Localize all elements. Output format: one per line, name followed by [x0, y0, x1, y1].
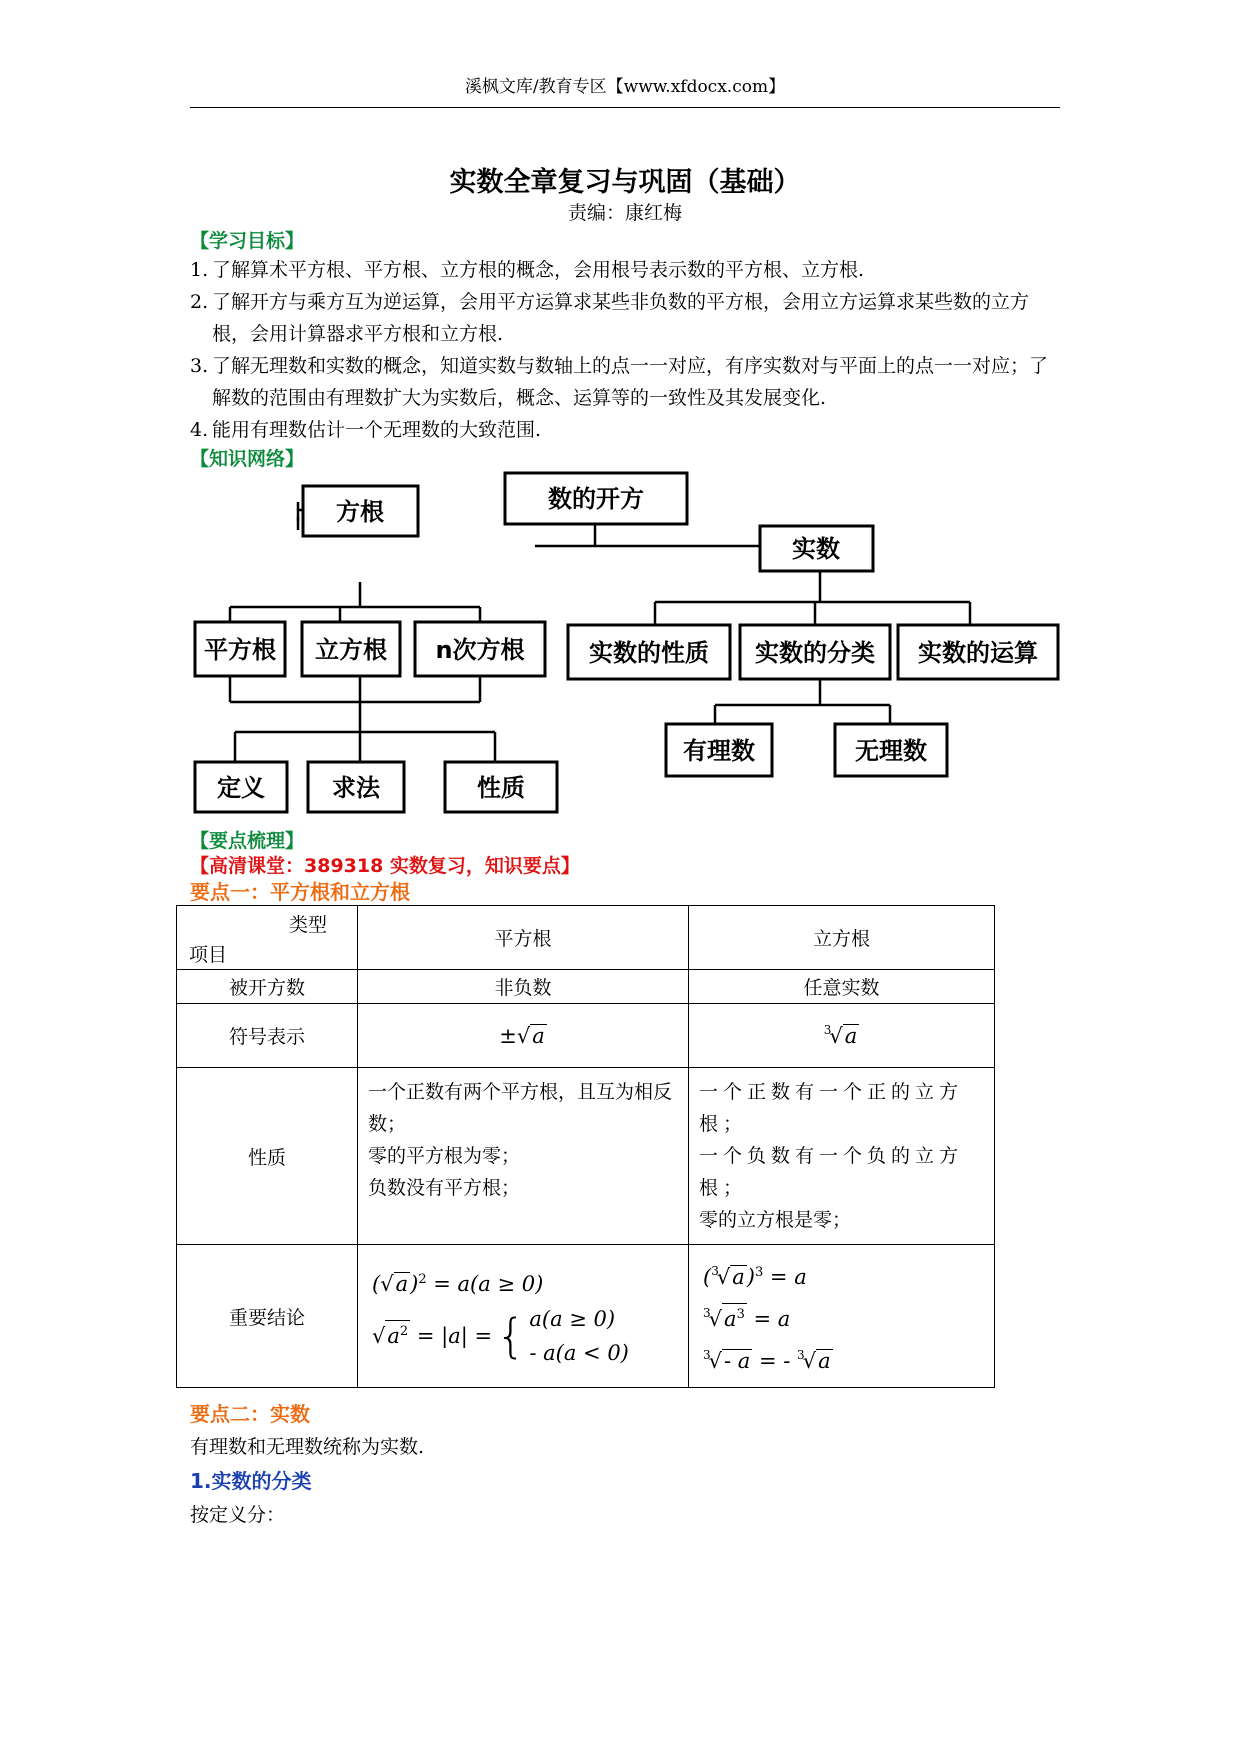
property-line: 负数没有平方根；	[368, 1177, 521, 1199]
cell-cube-conclusion	[689, 1245, 995, 1388]
row-label-symbol: 符号表示	[177, 1004, 358, 1068]
table-row	[177, 1004, 995, 1068]
col-header-cube: 立方根	[689, 906, 995, 970]
formula-line: $√a^2 = |a|$ = { a(a ≥ 0) - a(a < 0)	[372, 1307, 629, 1365]
corner-cell	[177, 906, 358, 970]
goal-text: 了解算术平方根、平方根、立方根的概念，会用根号表示数的平方根、立方根.	[212, 259, 865, 281]
corner-top-label: 类型	[289, 914, 328, 936]
row-label-conclusion: 重要结论	[177, 1245, 358, 1388]
cell-sq-radicand: 非负数	[358, 970, 689, 1004]
cell-cube-symbol: $^3$√a	[689, 1004, 995, 1068]
goal-number: 3.	[190, 355, 209, 377]
node-real-op: 实数的运算	[918, 639, 1038, 667]
cell-sq-conclusion	[358, 1245, 689, 1388]
network-heading: 【知识网络】	[190, 448, 305, 470]
goal-item	[190, 286, 1065, 350]
point1-heading: 要点一：平方根和立方根	[190, 880, 410, 904]
row-label-property: 性质	[177, 1068, 358, 1245]
property-line: 一个正数有两个平方根，且互为相反数；	[368, 1081, 673, 1135]
cell-cube-radicand: 任意实数	[689, 970, 995, 1004]
cell-sq-property	[358, 1068, 689, 1245]
point2-text: 有理数和无理数统称为实数.	[190, 1436, 425, 1458]
goal-number: 2.	[190, 291, 209, 313]
goal-text: 了解无理数和实数的概念，知道实数与数轴上的点一一对应，有序实数对与平面上的点一一对应；了解数的范围由有理数扩大为实数后，概念、运算等的一致性及其发展变化.	[212, 355, 1049, 409]
node-prop: 性质	[477, 774, 525, 802]
goal-text: 了解开方与乘方互为逆运算，会用平方运算求某些非负数的平方根，会用立方运算求某些数的立方根，会用计算器求平方根和立方根.	[212, 291, 1030, 345]
row-label-radicand: 被开方数	[177, 970, 358, 1004]
property-line: 一个正数有一个正的立方根；	[699, 1081, 964, 1135]
node-pingfanggen: 平方根	[204, 636, 276, 664]
node-lifanggen: 立方根	[315, 636, 387, 664]
classification-text: 按定义分：	[190, 1504, 286, 1526]
property-line: 零的立方根是零；	[699, 1209, 852, 1231]
col-header-sq: 平方根	[358, 906, 689, 970]
page-header: 溪枫文库/教育专区【www.xfdocx.com】	[190, 72, 1060, 108]
cell-cube-property	[689, 1068, 995, 1245]
corner-bottom-label: 项目	[189, 944, 228, 966]
property-line: 一个负数有一个负的立方根；	[699, 1145, 964, 1199]
goal-item	[190, 414, 1065, 446]
table-row	[177, 1068, 995, 1245]
node-real-class: 实数的分类	[755, 639, 875, 667]
editor-line: 责编：康红梅	[567, 202, 682, 224]
goal-item	[190, 350, 1065, 414]
formula-line: $^3√a^3 = a$	[703, 1295, 980, 1337]
root-comparison-table	[176, 905, 995, 1388]
node-shishu: 实数	[792, 535, 840, 563]
goal-text: 能用有理数估计一个无理数的大致范围.	[212, 419, 542, 441]
formula-line: $(√a)^2 = a(a \ge 0)$	[372, 1272, 544, 1296]
node-def: 定义	[217, 774, 265, 802]
table-row	[177, 1245, 995, 1388]
formula-line: $^3$√- a = - $^3$√a	[703, 1348, 831, 1373]
document-title: 实数全章复习与巩固（基础）	[449, 167, 801, 198]
node-rational: 有理数	[683, 737, 755, 765]
node-fanggen: 方根	[336, 498, 384, 526]
goals-heading: 【学习目标】	[190, 230, 305, 252]
formula-line: $(^3√a)^3 = a$	[703, 1264, 807, 1289]
classification-heading: 1.实数的分类	[190, 1469, 312, 1493]
goal-number: 4.	[190, 419, 209, 441]
node-nroot: n次方根	[435, 636, 525, 664]
table-header-row	[177, 906, 995, 970]
goals-list	[190, 254, 1065, 446]
goal-item	[190, 254, 1065, 286]
goal-number: 1.	[190, 259, 209, 281]
point2-heading: 要点二：实数	[190, 1402, 310, 1426]
node-irrational: 无理数	[855, 737, 927, 765]
cell-sq-symbol: ±√a	[358, 1004, 689, 1068]
hd-class-line: 【高清课堂：389318 实数复习，知识要点】	[190, 855, 580, 877]
property-line: 零的平方根为零；	[368, 1145, 521, 1167]
key-heading: 【要点梳理】	[190, 830, 305, 852]
node-real-prop: 实数的性质	[589, 639, 709, 667]
table-row	[177, 970, 995, 1004]
node-root: 数的开方	[548, 485, 644, 513]
knowledge-network-diagram	[190, 462, 1060, 822]
node-method: 求法	[332, 774, 380, 802]
